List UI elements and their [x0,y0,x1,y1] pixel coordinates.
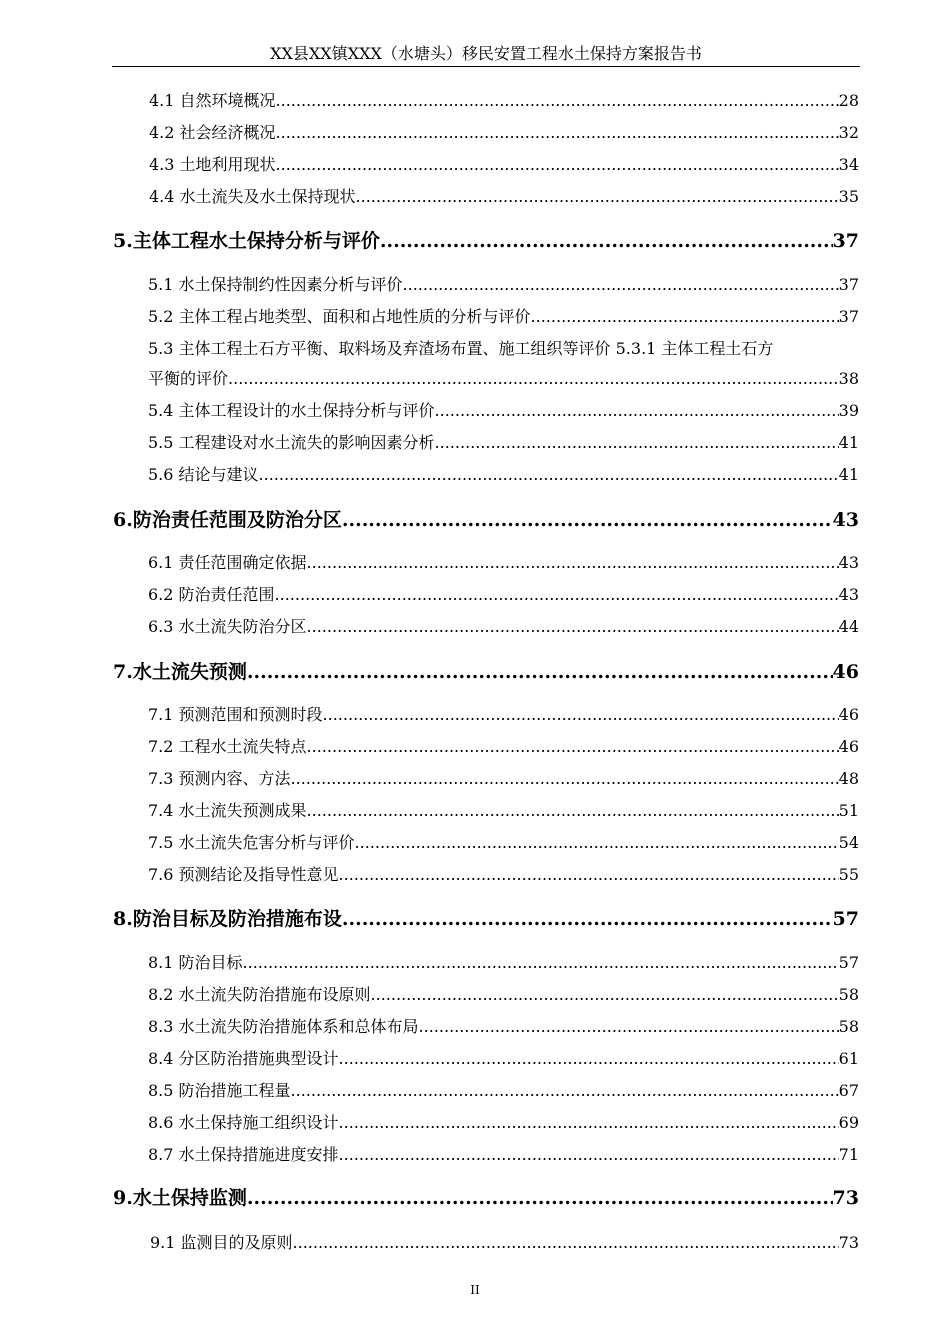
toc-dot-leader [403,275,839,295]
toc-page-number: 61 [838,1049,859,1068]
toc-entry-7-1[interactable] [148,705,859,727]
toc-dot-leader [228,369,839,389]
toc-dot-leader [339,1049,839,1069]
toc-entry-8-1[interactable] [148,953,859,975]
toc-dot-leader [435,433,839,453]
toc-chapter-6[interactable] [113,508,859,534]
toc-entry-label: 8.7 水土保持措施进度安排 [148,1145,339,1164]
toc-entry-label: 8.2 水土流失防治措施布设原则 [148,985,371,1004]
toc-entry-7-3[interactable] [148,769,859,791]
toc-page-number: 57 [838,953,859,972]
toc-page-number: 57 [832,908,859,930]
toc-entry-label: 8.5 防治措施工程量 [148,1081,291,1100]
toc-dot-leader [247,1186,833,1210]
page-header-title: XX县XX镇XXX（水塘头）移民安置工程水土保持方案报告书 [270,44,702,63]
toc-dot-leader [419,1017,839,1037]
toc-entry-label: 8.1 防治目标 [148,953,243,972]
toc-page-number: 55 [838,865,859,884]
toc-page-number: 46 [838,705,859,724]
toc-page-number: 32 [838,123,859,142]
toc-page-number: 43 [832,509,859,531]
toc-entry-label: 5.6 结论与建议 [148,465,259,484]
toc-page-number: 37 [838,275,859,294]
toc-entry-label: 4.2 社会经济概况 [149,123,276,142]
toc-page-number: 71 [838,1145,859,1164]
toc-dot-leader [342,508,833,532]
toc-entry-label: 9.1 监测目的及原则 [150,1233,293,1252]
toc-entry-label: 4.1 自然环境概况 [149,91,276,110]
toc-chapter-label: 6.防治责任范围及防治分区 [113,509,342,531]
toc-entry-label: 6.2 防治责任范围 [148,585,275,604]
toc-chapter-5[interactable] [113,229,859,255]
toc-entry-8-6[interactable] [148,1113,859,1135]
toc-page-number: 46 [838,737,859,756]
toc-chapter-8[interactable] [113,907,859,933]
toc-dot-leader [339,1113,839,1133]
toc-page-number: 51 [838,801,859,820]
toc-page-number: 73 [838,1233,859,1252]
toc-entry-label: 7.4 水土流失预测成果 [148,801,307,820]
toc-entry-label: 6.1 责任范围确定依据 [148,553,307,572]
toc-dot-leader [323,705,839,725]
toc-entry-4-4[interactable] [149,187,859,209]
toc-page-number: 39 [838,401,859,420]
toc-dot-leader [275,585,839,605]
toc-entry-7-2[interactable] [148,737,859,759]
toc-page-number: 44 [838,617,859,636]
toc-entry-label: 7.3 预测内容、方法 [148,769,291,788]
toc-chapter-7[interactable] [113,660,859,686]
toc-page-number: 35 [838,187,859,206]
toc-entry-6-1[interactable] [148,553,859,575]
toc-page-number: 37 [838,307,859,326]
toc-entry-8-2[interactable] [148,985,859,1007]
toc-entry-9-1[interactable] [150,1233,859,1255]
toc-dot-leader [307,737,839,757]
toc-dot-leader [355,833,839,853]
toc-entry-8-4[interactable] [148,1049,859,1071]
toc-dot-leader [307,617,839,637]
toc-entry-7-6[interactable] [148,865,859,887]
toc-entry-7-5[interactable] [148,833,859,855]
toc-entry-label: 7.2 工程水土流失特点 [148,737,307,756]
toc-entry-8-7[interactable] [148,1145,859,1167]
page-number: II [470,1283,480,1297]
toc-dot-leader [243,953,839,973]
toc-dot-leader [342,907,833,931]
toc-entry-label: 8.6 水土保持施工组织设计 [148,1113,339,1132]
toc-entry-label: 8.3 水土流失防治措施体系和总体布局 [148,1017,419,1036]
toc-page-number: 67 [838,1081,859,1100]
toc-entry-label: 平衡的评价 [148,369,229,388]
toc-dot-leader [276,123,839,143]
toc-page-number: 37 [832,230,859,252]
toc-entry-6-3[interactable] [148,617,859,639]
toc-page-number: 48 [838,769,859,788]
toc-dot-leader [259,465,839,485]
toc-dot-leader [371,985,839,1005]
toc-page-number: 46 [832,661,859,683]
toc-entry-6-2[interactable] [148,585,859,607]
toc-dot-leader [531,307,839,327]
toc-dot-leader [276,155,839,175]
toc-page-number: 41 [838,433,859,452]
toc-dot-leader [291,769,839,789]
toc-dot-leader [435,401,839,421]
toc-entry-4-1[interactable] [149,91,859,113]
toc-dot-leader [380,229,833,253]
toc-entry-5-6[interactable] [148,465,859,487]
toc-dot-leader [307,553,839,573]
toc-entry-label: 7.1 预测范围和预测时段 [148,705,323,724]
toc-dot-leader [293,1233,839,1253]
toc-entry-label: 5.5 工程建设对水土流失的影响因素分析 [148,433,435,452]
toc-dot-leader [291,1081,839,1101]
toc-entry-5-3-line1[interactable]: 5.3 主体工程土石方平衡、取料场及弃渣场布置、施工组织等评价 5.3.1 主体工程土石方 [148,339,774,358]
toc-entry-7-4[interactable] [148,801,859,823]
toc-entry-label: 5.4 主体工程设计的水土保持分析与评价 [148,401,435,420]
toc-chapter-9[interactable] [113,1186,859,1212]
toc-dot-leader [339,865,839,885]
toc-entry-4-2[interactable] [149,123,859,145]
toc-page-number: 38 [838,369,859,388]
toc-entry-5-3-line2[interactable] [148,369,859,391]
toc-entry-5-2[interactable] [148,307,859,329]
toc-entry-label: 6.3 水土流失防治分区 [148,617,307,636]
toc-dot-leader [276,91,839,111]
toc-dot-leader [247,660,833,684]
toc-chapter-label: 7.水土流失预测 [113,661,247,683]
toc-page-number: 28 [838,91,859,110]
toc-page-number: 41 [838,465,859,484]
toc-entry-5-5[interactable] [148,433,859,455]
toc-dot-leader [307,801,839,821]
toc-entry-label: 7.6 预测结论及指导性意见 [148,865,339,884]
toc-entry-label: 5.2 主体工程占地类型、面积和占地性质的分析与评价 [148,307,531,326]
toc-dot-leader [339,1145,839,1165]
toc-dot-leader [356,187,839,207]
toc-entry-label: 5.1 水土保持制约性因素分析与评价 [148,275,403,294]
toc-page-number: 69 [838,1113,859,1132]
toc-page-number: 58 [838,985,859,1004]
toc-entry-label: 4.4 水土流失及水土保持现状 [149,187,356,206]
toc-chapter-label: 9.水土保持监测 [113,1187,247,1209]
toc-entry-8-3[interactable] [148,1017,859,1039]
toc-entry-5-4[interactable] [148,401,859,423]
toc-chapter-label: 5.主体工程水土保持分析与评价 [113,230,380,252]
toc-chapter-label: 8.防治目标及防治措施布设 [113,908,342,930]
toc-page-number: 73 [832,1187,859,1209]
toc-page-number: 34 [838,155,859,174]
toc-page-number: 43 [838,553,859,572]
toc-entry-label: 8.4 分区防治措施典型设计 [148,1049,339,1068]
toc-entry-label: 7.5 水土流失危害分析与评价 [148,833,355,852]
toc-entry-5-1[interactable] [148,275,859,297]
toc-entry-4-3[interactable] [149,155,859,177]
toc-page-number: 43 [838,585,859,604]
toc-entry-8-5[interactable] [148,1081,859,1103]
toc-entry-label: 4.3 土地利用现状 [149,155,276,174]
toc-page-number: 54 [838,833,859,852]
toc-page-number: 58 [838,1017,859,1036]
